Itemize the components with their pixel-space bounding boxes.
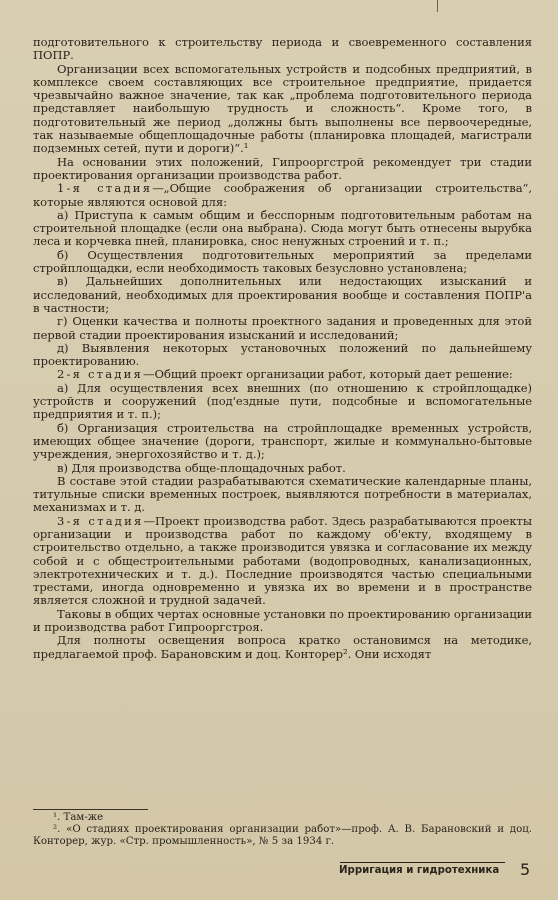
paragraph: г) Оценки качества и полноты проектного задания и проведенных для этой первой стадии проектирования изысканий и исследований; xyxy=(33,314,532,342)
scratch-mark xyxy=(437,0,438,12)
paragraph: а) Приступа к самым общим и бесспорным подготовительным работам на строительной площадке (если она выбрана). Сюда могут быть отнесены вырубка леса и корчевка пней, планировка, снос ненужных строений и т. п.; xyxy=(33,207,532,249)
stage-text: —Общий проект организации работ, который дает решение: xyxy=(143,367,513,382)
paragraph: Для полноты освещения вопроса кратко остановимся на методике, предлагаемой проф. Барановским и доц. Конторер². Они исходят xyxy=(33,633,532,661)
stage-paragraph xyxy=(33,182,532,209)
paragraph: Таковы в общих чертах основные установки по проектированию организации и производства работ Гипрооргстроя. xyxy=(33,606,532,635)
footnote: ¹. Там-же xyxy=(53,812,104,823)
stage-paragraph xyxy=(33,368,532,381)
stage-text: —Проект производства работ. Здесь разрабатываются проекты организации и производства работ по каждому об'екту, входящему в строительство отдельно, а также производится увязка и согласование их между собой и с общестроительными работами (водопроводных, канализационных, электротехнических и т. д.). Последние производятся частью специальными трестами, иногда одновременно и увязка их во времени и в пространстве является сложной и трудной задачей. xyxy=(33,513,532,608)
paragraph: подготовительного к строительству периода и своевременного составления ПОПР. xyxy=(33,35,532,63)
stage-text: —„Общие соображения об организации строительства“, которые являются основой для: xyxy=(33,181,532,209)
footnote: ². «О стадиях проектирования организации работ»—проф. А. В. Барановский и доц. Конторер, жур. «Стр. промышленность», № 5 за 1934 г. xyxy=(33,824,532,848)
journal-name: Ирригация и гидротехника xyxy=(339,865,500,876)
stage-label: 3-я стадия xyxy=(57,513,144,528)
paragraph: а) Для осуществления всех внешних (по отношению к стройплощадке) устройств и сооружений (под'ездные пути, подсобные и вспомогательные предприятия и т. п.); xyxy=(33,380,532,422)
paragraph: б) Осуществления подготовительных мероприятий за пределами стройплощадки, если необходимость таковых безусловно установлена; xyxy=(33,247,532,276)
paragraph: Организации всех вспомогательных устройств и подсобных предприятий, в комплексе своем составляющих все строительное предприятие, придается чрезвычайно важное значение, так как „проблема подготовительного периода представляет наибольшую трудность и сложность“. Кроме того, в подготовительный же период „должны быть выполнены все первоочередные, так называемые общеплощадочные работы (планировка площадей, магистрали подземных сетей, пути и дороги)“.¹ xyxy=(33,61,532,156)
paragraph: в) Для производства обще-площадочных работ. xyxy=(57,460,346,475)
paragraph: д) Выявления некоторых установочных положений по дальнейшему проектированию. xyxy=(33,340,532,369)
footnote-divider xyxy=(33,809,148,810)
footnotes xyxy=(33,812,532,849)
footer-rule xyxy=(340,862,505,863)
body-text xyxy=(33,36,532,661)
paragraph: б) Организация строительства на стройплощадке временных устройств, имеющих общее значение (дороги, транспорт, жилые и коммунально-бытовые учреждения, энергохозяйство и т. д.); xyxy=(33,420,532,462)
stage-label: 1-я стадия xyxy=(57,181,153,196)
paragraph: В составе этой стадии разрабатываются схематические календарные планы, титульные списки временных построек, выявляются потребности в материалах, механизмах и т. д. xyxy=(33,473,532,515)
stage-paragraph xyxy=(33,515,532,608)
paragraph: На основании этих положений, Гипроοргстрой рекомендует три стадии проектирования организации производства работ. xyxy=(33,154,532,182)
paragraph: в) Дальнейших дополнительных или недостающих изысканий и исследований, необходимых для проектирования вообще и составления ПОПР'а в частности; xyxy=(33,274,532,315)
stage-label: 2-я стадия xyxy=(57,367,144,382)
page-number: 5 xyxy=(520,860,531,879)
